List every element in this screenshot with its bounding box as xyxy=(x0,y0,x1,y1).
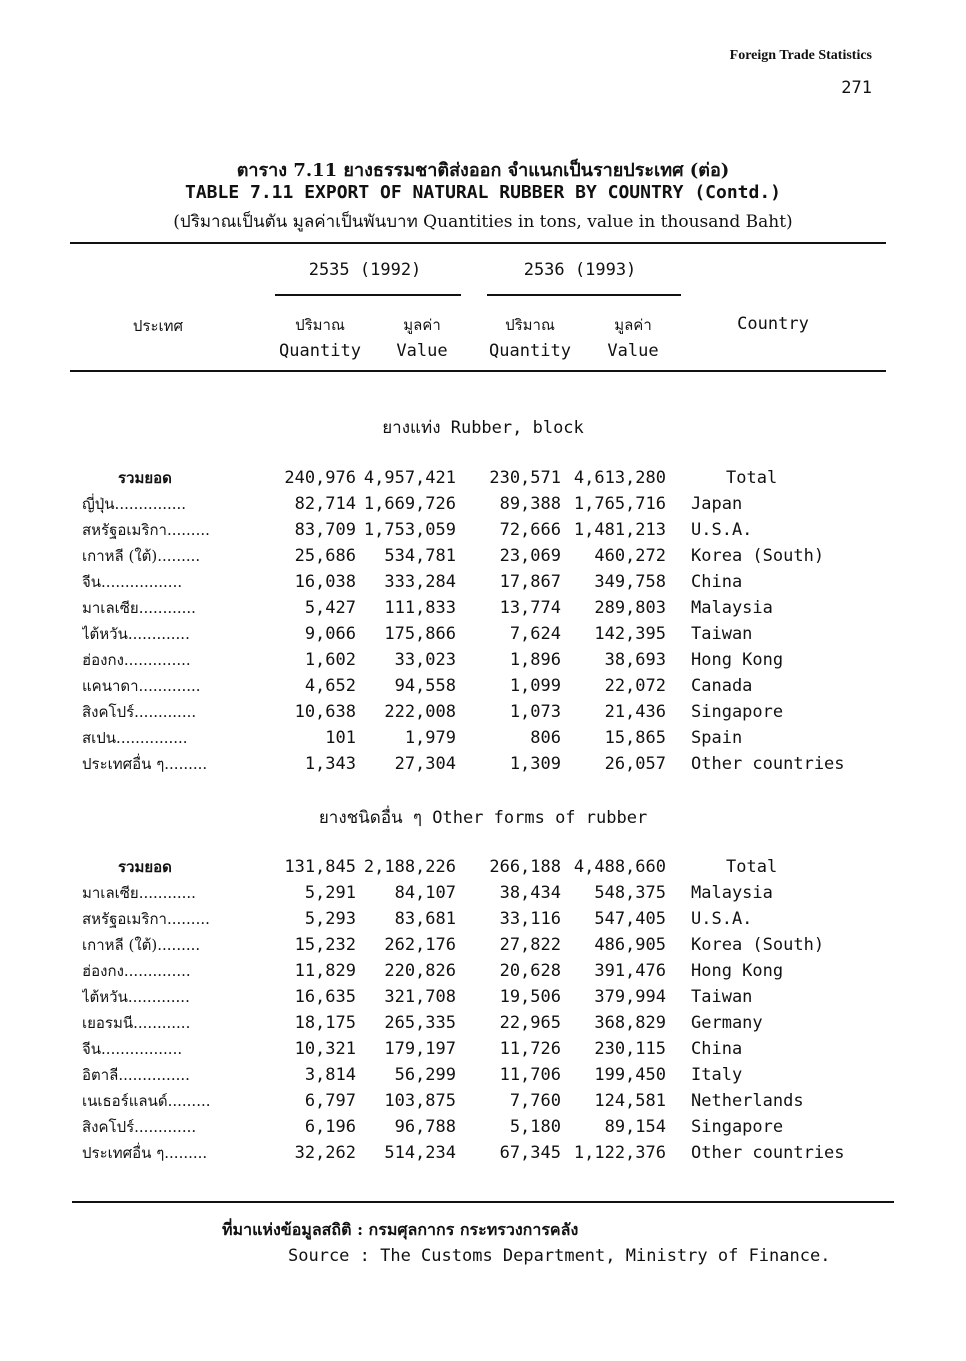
quantity-label-english: Quantity xyxy=(489,341,571,361)
quantity-1992: 16,635 xyxy=(294,987,356,1007)
quantity-1992: 5,291 xyxy=(304,883,356,903)
country-english: Malaysia xyxy=(691,598,773,618)
quantity-1992: 25,686 xyxy=(294,546,356,566)
country-thai: ญี่ปุ่น............... xyxy=(82,495,187,513)
table-row xyxy=(0,958,966,984)
year-2-header: 2536 (1993) xyxy=(523,260,637,280)
table-row xyxy=(0,1036,966,1062)
country-english: Malaysia xyxy=(691,883,773,903)
table-title-thai: ตาราง 7.11 ยางธรรมชาติส่งออก จำแนกเป็นรายประเทศ (ต่อ) xyxy=(236,160,730,181)
quantity-label-thai: ปริมาณ xyxy=(505,316,555,334)
country-english: U.S.A. xyxy=(691,520,753,540)
country-thai: ไต้หวัน............. xyxy=(82,625,190,643)
country-thai: สเปน............... xyxy=(82,729,188,747)
table-row xyxy=(0,595,966,621)
country-thai: ประเทศอื่น ๆ......... xyxy=(82,1144,208,1162)
country-thai: จีน................. xyxy=(82,1040,183,1058)
quantity-1992: 9,066 xyxy=(304,624,356,644)
country-thai: เกาหลี (ใต้)......... xyxy=(82,547,201,565)
quantity-label-english: Quantity xyxy=(279,341,361,361)
country-thai: รวมยอด xyxy=(118,469,172,487)
value-1993: 486,905 xyxy=(594,935,666,955)
table-row xyxy=(0,569,966,595)
value-1993: 21,436 xyxy=(604,702,666,722)
value-header-1 xyxy=(372,312,472,364)
country-thai: จีน................. xyxy=(82,573,183,591)
value-label-english: Value xyxy=(396,341,448,361)
value-1993: 1,481,213 xyxy=(573,520,666,540)
value-1992: 534,781 xyxy=(384,546,456,566)
table-row xyxy=(0,673,966,699)
value-1993: 124,581 xyxy=(594,1091,666,1111)
quantity-1993: 1,099 xyxy=(509,676,561,696)
quantity-1992: 15,232 xyxy=(294,935,356,955)
table-row xyxy=(0,621,966,647)
value-header-2 xyxy=(583,312,683,364)
country-thai: สิงคโปร์............. xyxy=(82,1118,197,1136)
table-units-note: (ปริมาณเป็นตัน มูลค่าเป็นพันบาท Quantities in tons, value in thousand Baht) xyxy=(173,212,793,232)
value-1993: 460,272 xyxy=(594,546,666,566)
country-thai: ฮ่องกง.............. xyxy=(82,962,191,980)
table-title-english: TABLE 7.11 EXPORT OF NATURAL RUBBER BY COUNTRY (Contd.) xyxy=(184,182,782,203)
value-1993: 547,405 xyxy=(594,909,666,929)
country-english: Spain xyxy=(691,728,743,748)
country-english: Other countries xyxy=(691,1143,845,1163)
table-row xyxy=(0,880,966,906)
quantity-1993: 17,867 xyxy=(499,572,561,592)
table-row xyxy=(0,984,966,1010)
country-thai: มาเลเซีย............ xyxy=(82,884,196,902)
value-1992: 179,197 xyxy=(384,1039,456,1059)
table-row xyxy=(0,1088,966,1114)
country-thai: ประเทศอื่น ๆ......... xyxy=(82,755,208,773)
country-thai: มาเลเซีย............ xyxy=(82,599,196,617)
table-row xyxy=(0,699,966,725)
quantity-1993: 27,822 xyxy=(499,935,561,955)
value-1992: 1,669,726 xyxy=(363,494,456,514)
country-thai: รวมยอด xyxy=(118,858,172,876)
year-2-rule xyxy=(487,294,681,296)
value-1993: 142,395 xyxy=(594,624,666,644)
table-row xyxy=(0,1140,966,1166)
quantity-1992: 32,262 xyxy=(294,1143,356,1163)
country-english: Taiwan xyxy=(691,624,753,644)
country-english: Other countries xyxy=(691,754,845,774)
country-english: U.S.A. xyxy=(691,909,753,929)
value-1992: 33,023 xyxy=(394,650,456,670)
table-row xyxy=(0,517,966,543)
value-1992: 1,979 xyxy=(404,728,456,748)
page-number: 271 xyxy=(841,78,872,98)
quantity-1993: 7,760 xyxy=(509,1091,561,1111)
quantity-1993: 23,069 xyxy=(499,546,561,566)
table-row xyxy=(0,906,966,932)
quantity-1992: 6,797 xyxy=(304,1091,356,1111)
country-thai: เกาหลี (ใต้)......... xyxy=(82,936,201,954)
quantity-1992: 240,976 xyxy=(284,468,356,488)
country-english: Taiwan xyxy=(691,987,753,1007)
value-1992: 333,284 xyxy=(384,572,456,592)
value-1993: 548,375 xyxy=(594,883,666,903)
country-english: China xyxy=(691,572,743,592)
country-english: Netherlands xyxy=(691,1091,804,1111)
value-label-thai: มูลค่า xyxy=(614,316,652,334)
year-1-rule xyxy=(275,294,461,296)
country-english: Korea (South) xyxy=(691,935,825,955)
quantity-1992: 82,714 xyxy=(294,494,356,514)
country-header-english: Country xyxy=(737,314,809,334)
country-thai: สิงคโปร์............. xyxy=(82,703,197,721)
value-1993: 89,154 xyxy=(604,1117,666,1137)
quantity-1993: 1,896 xyxy=(509,650,561,670)
value-1993: 4,613,280 xyxy=(573,468,666,488)
section-title-other-rubber: ยางชนิดอื่น ๆ Other forms of rubber xyxy=(318,808,648,828)
value-1992: 265,335 xyxy=(384,1013,456,1033)
value-1993: 26,057 xyxy=(604,754,666,774)
country-english: Singapore xyxy=(691,702,784,722)
value-1993: 4,488,660 xyxy=(573,857,666,877)
value-1993: 1,122,376 xyxy=(573,1143,666,1163)
quantity-header-1 xyxy=(270,312,370,364)
value-1993: 1,765,716 xyxy=(573,494,666,514)
country-english: Italy xyxy=(691,1065,743,1085)
country-thai: แคนาดา............. xyxy=(82,677,201,695)
value-1993: 199,450 xyxy=(594,1065,666,1085)
value-1993: 230,115 xyxy=(594,1039,666,1059)
header-bottom-rule xyxy=(70,370,886,372)
quantity-1992: 10,638 xyxy=(294,702,356,722)
country-thai: เนเธอร์แลนด์......... xyxy=(82,1092,211,1110)
table-row xyxy=(0,1062,966,1088)
quantity-1993: 19,506 xyxy=(499,987,561,1007)
quantity-1993: 72,666 xyxy=(499,520,561,540)
country-thai: สหรัฐอเมริกา......... xyxy=(82,910,210,928)
value-1993: 349,758 xyxy=(594,572,666,592)
table-row xyxy=(0,1114,966,1140)
quantity-1992: 3,814 xyxy=(304,1065,356,1085)
quantity-label-thai: ปริมาณ xyxy=(295,316,345,334)
country-english: Canada xyxy=(691,676,753,696)
value-1992: 96,788 xyxy=(394,1117,456,1137)
quantity-1993: 11,726 xyxy=(499,1039,561,1059)
country-english: Singapore xyxy=(691,1117,784,1137)
table-row-total xyxy=(0,465,966,491)
value-1992: 2,188,226 xyxy=(363,857,456,877)
table-row-total xyxy=(0,854,966,880)
quantity-1993: 1,073 xyxy=(509,702,561,722)
quantity-1992: 1,343 xyxy=(304,754,356,774)
value-1992: 175,866 xyxy=(384,624,456,644)
country-header-thai: ประเทศ xyxy=(132,317,184,335)
quantity-1993: 33,116 xyxy=(499,909,561,929)
value-1992: 103,875 xyxy=(384,1091,456,1111)
value-label-english: Value xyxy=(607,341,659,361)
country-thai: ฮ่องกง.............. xyxy=(82,651,191,669)
country-english: Total xyxy=(726,857,778,877)
quantity-1992: 11,829 xyxy=(294,961,356,981)
table-row xyxy=(0,543,966,569)
quantity-1993: 11,706 xyxy=(499,1065,561,1085)
section-title-rubber-block: ยางแท่ง Rubber, block xyxy=(382,418,584,438)
table-row xyxy=(0,491,966,517)
value-1992: 1,753,059 xyxy=(363,520,456,540)
value-1993: 379,994 xyxy=(594,987,666,1007)
value-1992: 222,008 xyxy=(384,702,456,722)
quantity-1993: 7,624 xyxy=(509,624,561,644)
quantity-1993: 38,434 xyxy=(499,883,561,903)
country-english: Total xyxy=(726,468,778,488)
value-1992: 4,957,421 xyxy=(363,468,456,488)
quantity-1993: 5,180 xyxy=(509,1117,561,1137)
country-english: Hong Kong xyxy=(691,961,784,981)
quantity-1992: 6,196 xyxy=(304,1117,356,1137)
country-thai: สหรัฐอเมริกา......... xyxy=(82,521,210,539)
quantity-1992: 4,652 xyxy=(304,676,356,696)
year-1-header: 2535 (1992) xyxy=(308,260,422,280)
quantity-header-2 xyxy=(480,312,580,364)
country-english: China xyxy=(691,1039,743,1059)
quantity-1993: 22,965 xyxy=(499,1013,561,1033)
value-1993: 289,803 xyxy=(594,598,666,618)
country-thai: ไต้หวัน............. xyxy=(82,988,190,1006)
quantity-1992: 10,321 xyxy=(294,1039,356,1059)
quantity-1992: 18,175 xyxy=(294,1013,356,1033)
quantity-1992: 131,845 xyxy=(284,857,356,877)
quantity-1993: 89,388 xyxy=(499,494,561,514)
quantity-1993: 230,571 xyxy=(489,468,561,488)
value-1993: 15,865 xyxy=(604,728,666,748)
value-1992: 262,176 xyxy=(384,935,456,955)
quantity-1992: 16,038 xyxy=(294,572,356,592)
quantity-1992: 101 xyxy=(325,728,356,748)
country-english: Japan xyxy=(691,494,743,514)
country-english: Hong Kong xyxy=(691,650,784,670)
value-1992: 220,826 xyxy=(384,961,456,981)
quantity-1993: 806 xyxy=(530,728,561,748)
value-1992: 94,558 xyxy=(394,676,456,696)
quantity-1993: 67,345 xyxy=(499,1143,561,1163)
value-1992: 514,234 xyxy=(384,1143,456,1163)
value-1993: 368,829 xyxy=(594,1013,666,1033)
value-1993: 38,693 xyxy=(604,650,666,670)
country-thai: อิตาลี............... xyxy=(82,1066,190,1084)
quantity-1993: 266,188 xyxy=(489,857,561,877)
country-english: Germany xyxy=(691,1013,763,1033)
table-row xyxy=(0,1010,966,1036)
value-label-thai: มูลค่า xyxy=(403,316,441,334)
quantity-1992: 5,293 xyxy=(304,909,356,929)
quantity-1992: 83,709 xyxy=(294,520,356,540)
value-1992: 321,708 xyxy=(384,987,456,1007)
quantity-1993: 20,628 xyxy=(499,961,561,981)
table-row xyxy=(0,725,966,751)
table-bottom-rule xyxy=(72,1201,894,1203)
quantity-1992: 1,602 xyxy=(304,650,356,670)
value-1993: 391,476 xyxy=(594,961,666,981)
table-top-rule xyxy=(70,242,886,244)
quantity-1992: 5,427 xyxy=(304,598,356,618)
country-thai: เยอรมนี............ xyxy=(82,1014,191,1032)
value-1992: 83,681 xyxy=(394,909,456,929)
quantity-1993: 13,774 xyxy=(499,598,561,618)
value-1992: 111,833 xyxy=(384,598,456,618)
country-english: Korea (South) xyxy=(691,546,825,566)
running-head: Foreign Trade Statistics xyxy=(729,48,872,63)
source-note-thai: ที่มาแห่งข้อมูลสถิติ : กรมศุลกากร กระทรวงการคลัง xyxy=(222,1220,579,1239)
source-note-english: Source : The Customs Department, Ministry of Finance. xyxy=(288,1246,831,1266)
value-1993: 22,072 xyxy=(604,676,666,696)
value-1992: 84,107 xyxy=(394,883,456,903)
quantity-1993: 1,309 xyxy=(509,754,561,774)
value-1992: 27,304 xyxy=(394,754,456,774)
table-row xyxy=(0,647,966,673)
table-row xyxy=(0,751,966,777)
value-1992: 56,299 xyxy=(394,1065,456,1085)
table-row xyxy=(0,932,966,958)
